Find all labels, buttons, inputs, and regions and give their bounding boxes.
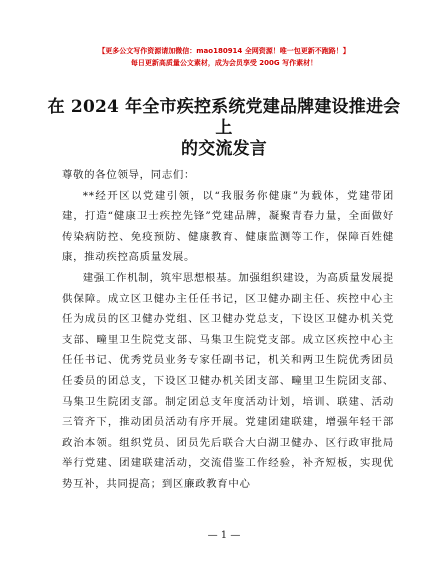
document-title-line-1: 在 2024 年全市疾控系统党建品牌建设推进会上 <box>47 97 401 138</box>
promo-banner-line-2: 每日更新高质量公文素材，成为会员享受 200G 写作素材！ <box>130 59 318 67</box>
promo-banner <box>0 46 448 69</box>
page-number: — 1 — <box>207 530 241 541</box>
document-title-line-2: 的交流发言 <box>181 139 267 159</box>
paragraph: **经开区以党建引领，以“我服务你健康”为载体，党建带团建，打造“健康卫士疾控先锋”党建品牌，凝聚青春力量，全面做好传染病防控、免疫预防、健康教育、健康监测等工作，保障百姓健康，推动疾控高质量发展。 <box>62 189 394 264</box>
document-title <box>40 97 408 160</box>
document-body <box>62 165 394 495</box>
greeting: 尊敬的各位领导，同志们： <box>62 169 196 181</box>
paragraph: 建强工作机制，筑牢思想根基。加强组织建设，为高质量发展提供保障。成立区卫健办主任任书记，区卫健办副主任、疾控中心主任为成员的区卫健办党组、区卫健办党总支，下设区卫健办机关党支部、疃里卫生院党支部、马集卫生院党支部。成立区疾控中心主任任书记、优秀党员业务专家任副书记，机关和两卫生院优秀团员任委员的团总支，下设区卫健办机关团支部、疃里卫生院团支部、马集卫生院团支部。制定团总支年度活动计划，培训、联建、活动三管齐下，推动团员活动有序开展。党建团建联建，增强年轻干部政治本领。组织党员、团员先后联合大白湖卫健办、区行政审批局举行党建、团建联建活动，交流借鉴工作经验，补齐短板，实现优势互补，共同提高；到区廉政教育中心 <box>62 271 394 490</box>
promo-banner-line-1: 【更多公文写作资源请加微信：mao180914 全网资源！唯一包更新不跑路！】 <box>98 47 350 55</box>
